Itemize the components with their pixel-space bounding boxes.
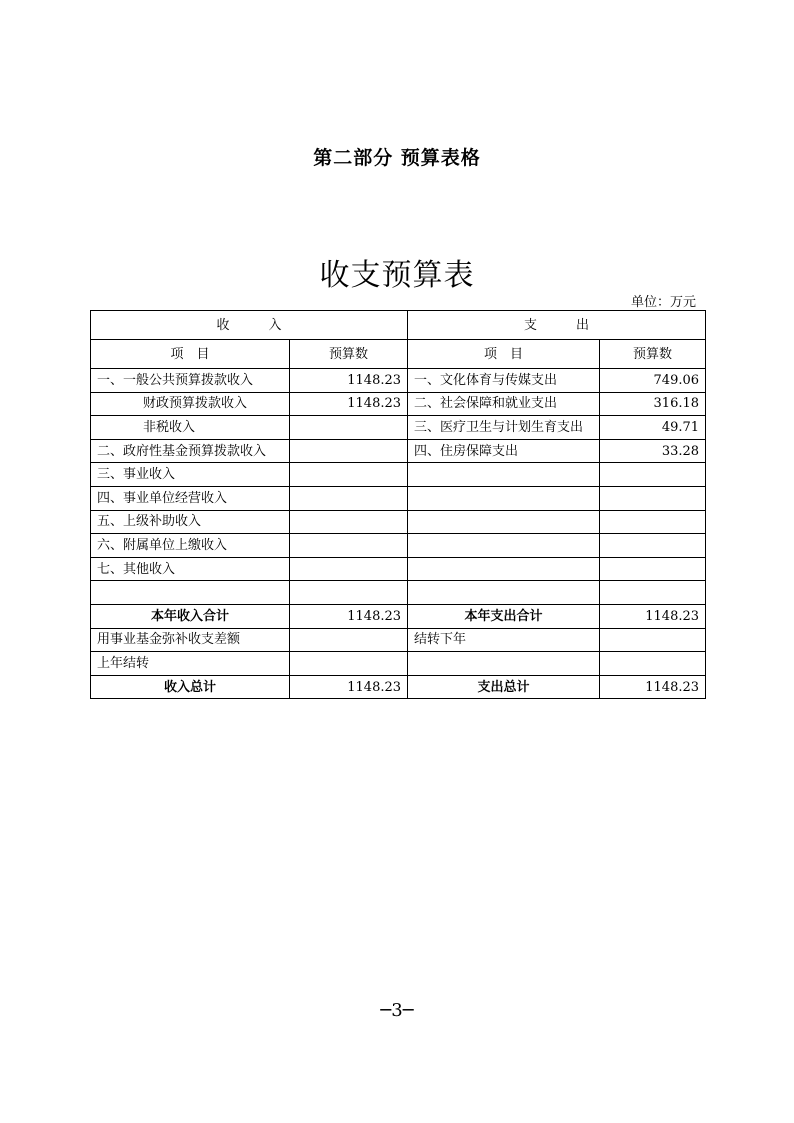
table-row bbox=[91, 581, 706, 605]
table-row bbox=[91, 369, 706, 393]
income-amount: 1148.23 bbox=[290, 392, 408, 416]
expense-amount: 749.06 bbox=[600, 369, 706, 393]
fund-balance-amount bbox=[290, 628, 408, 652]
table-row bbox=[91, 439, 706, 463]
annual-income-total-label: 本年收入合计 bbox=[91, 604, 290, 628]
annual-total-row bbox=[91, 604, 706, 628]
section-header-row bbox=[91, 311, 706, 340]
expense-item bbox=[408, 557, 600, 581]
table-row bbox=[91, 534, 706, 558]
expense-grand-total-amount: 1148.23 bbox=[600, 675, 706, 699]
expense-item: 三、医疗卫生与计划生育支出 bbox=[408, 416, 600, 440]
income-item: 二、政府性基金预算拨款收入 bbox=[91, 439, 290, 463]
page-number: ─3─ bbox=[380, 1000, 414, 1021]
empty-expense-amount bbox=[600, 652, 706, 676]
expense-amount bbox=[600, 534, 706, 558]
income-grand-total-label: 收入总计 bbox=[91, 675, 290, 699]
income-amount bbox=[290, 534, 408, 558]
expense-item bbox=[408, 486, 600, 510]
table-row bbox=[91, 486, 706, 510]
income-amount bbox=[290, 557, 408, 581]
expense-amount bbox=[600, 486, 706, 510]
income-item: 四、事业单位经营收入 bbox=[91, 486, 290, 510]
expense-section-header: 支 出 bbox=[408, 311, 706, 340]
income-item: 三、事业收入 bbox=[91, 463, 290, 487]
expense-item bbox=[408, 581, 600, 605]
annual-income-total-amount: 1148.23 bbox=[290, 604, 408, 628]
unit-label: 单位：万元 bbox=[630, 295, 696, 310]
column-header-row bbox=[91, 340, 706, 369]
expense-amount bbox=[600, 463, 706, 487]
carry-forward-label: 结转下年 bbox=[408, 628, 600, 652]
expense-item bbox=[408, 534, 600, 558]
expense-amount: 316.18 bbox=[600, 392, 706, 416]
expense-amount-header: 预算数 bbox=[600, 340, 706, 369]
income-item: 七、其他收入 bbox=[91, 557, 290, 581]
carry-forward-amount bbox=[600, 628, 706, 652]
expense-amount: 33.28 bbox=[600, 439, 706, 463]
table-row bbox=[91, 557, 706, 581]
prior-carryover-amount bbox=[290, 652, 408, 676]
income-amount: 1148.23 bbox=[290, 369, 408, 393]
income-item: 一、一般公共预算拨款收入 bbox=[91, 369, 290, 393]
table-title: 收支预算表 bbox=[319, 258, 475, 293]
income-item-header: 项 目 bbox=[91, 340, 290, 369]
expense-grand-total-label: 支出总计 bbox=[408, 675, 600, 699]
income-amount bbox=[290, 416, 408, 440]
income-item: 财政预算拨款收入 bbox=[91, 392, 290, 416]
table-row bbox=[91, 416, 706, 440]
expense-amount bbox=[600, 557, 706, 581]
income-item: 五、上级补助收入 bbox=[91, 510, 290, 534]
income-item: 非税收入 bbox=[91, 416, 290, 440]
prior-carryover-label: 上年结转 bbox=[91, 652, 290, 676]
table-row bbox=[91, 463, 706, 487]
income-amount-header: 预算数 bbox=[290, 340, 408, 369]
expense-item bbox=[408, 463, 600, 487]
grand-total-row bbox=[91, 675, 706, 699]
expense-item: 一、文化体育与传媒支出 bbox=[408, 369, 600, 393]
expense-amount bbox=[600, 581, 706, 605]
expense-amount bbox=[600, 510, 706, 534]
income-amount bbox=[290, 439, 408, 463]
expense-item bbox=[408, 510, 600, 534]
income-item bbox=[91, 581, 290, 605]
income-amount bbox=[290, 463, 408, 487]
table-row bbox=[91, 392, 706, 416]
empty-expense-label bbox=[408, 652, 600, 676]
annual-expense-total-label: 本年支出合计 bbox=[408, 604, 600, 628]
prior-carryover-row bbox=[91, 652, 706, 676]
income-item: 六、附属单位上缴收入 bbox=[91, 534, 290, 558]
income-section-header: 收 入 bbox=[91, 311, 408, 340]
expense-amount: 49.71 bbox=[600, 416, 706, 440]
expense-item: 四、住房保障支出 bbox=[408, 439, 600, 463]
expense-item: 二、社会保障和就业支出 bbox=[408, 392, 600, 416]
part-heading: 第二部分 预算表格 bbox=[313, 147, 481, 169]
income-amount bbox=[290, 581, 408, 605]
income-grand-total-amount: 1148.23 bbox=[290, 675, 408, 699]
fund-balance-label: 用事业基金弥补收支差额 bbox=[91, 628, 290, 652]
expense-item-header: 项 目 bbox=[408, 340, 600, 369]
income-amount bbox=[290, 486, 408, 510]
fund-balance-row bbox=[91, 628, 706, 652]
annual-expense-total-amount: 1148.23 bbox=[600, 604, 706, 628]
budget-table bbox=[90, 310, 706, 699]
income-amount bbox=[290, 510, 408, 534]
table-row bbox=[91, 510, 706, 534]
